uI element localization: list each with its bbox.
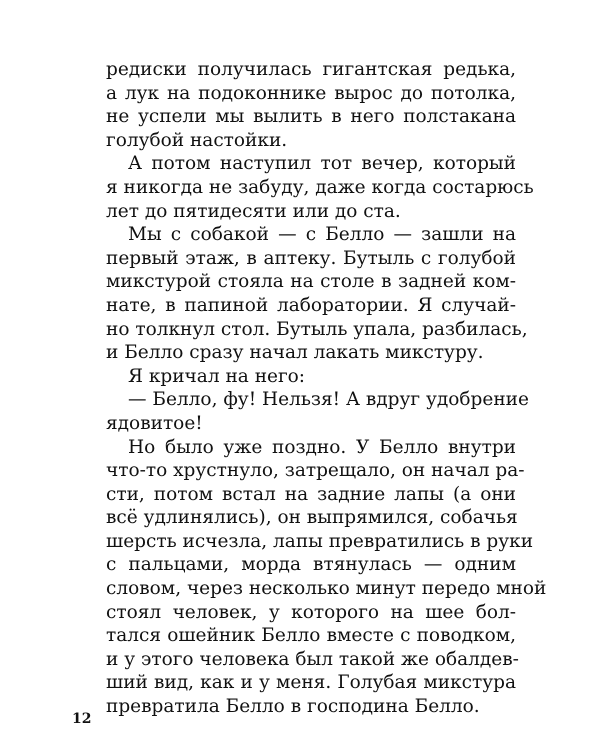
- paragraph: [106, 152, 534, 223]
- text-line: редиски получилась гигантская редька,: [106, 59, 516, 80]
- text-line: микстурой стояла на столе в задней ком-: [106, 271, 516, 293]
- text-line: шерсть исчезла, лапы превратились в руки: [106, 530, 534, 552]
- paragraph: [106, 436, 547, 719]
- paragraph: [106, 365, 516, 389]
- text-line: и у этого человека был такой же обалдев-: [106, 648, 519, 670]
- text-line: а лук на подоконнике вырос до потолка,: [106, 82, 516, 104]
- text-line: первый этаж, в аптеку. Бутыль с голубой: [106, 247, 516, 269]
- paragraph: [106, 223, 528, 365]
- text-line: — Белло, фу! Нельзя! А вдруг удобрение: [128, 389, 529, 411]
- text-line: А потом наступил тот вечер, который: [128, 153, 516, 175]
- text-line: Мы с собакой — с Белло — зашли на: [128, 224, 516, 246]
- text-line: и Белло сразу начал лакать микстуру.: [106, 342, 484, 364]
- text-line: ший вид, как и у меня. Голубая микстура: [106, 672, 516, 694]
- text-line: ядовитое!: [106, 412, 203, 434]
- paragraph: [106, 58, 516, 152]
- text-line: превратила Белло в господина Белло.: [106, 696, 480, 718]
- text-line: Но было уже поздно. У Белло внутри: [128, 436, 516, 458]
- text-line: не успели мы вылить в него полстакана: [106, 106, 516, 128]
- text-line: Я кричал на него:: [128, 365, 306, 387]
- text-line: всё удлинялись), он выпрямился, собачья: [106, 507, 518, 529]
- text-line: нате, в папиной лаборатории. Я случай-: [106, 294, 516, 316]
- text-line: лет до пятидесяти или до ста.: [106, 200, 401, 222]
- text-line: тался ошейник Белло вместе с поводком,: [106, 625, 516, 647]
- text-line: но толкнул стол. Бутыль упала, разбилась,: [106, 318, 528, 340]
- text-line: стоял человек, у которого на шее бол-: [106, 601, 516, 623]
- text-line: с пальцами, морда втянулась — одним: [106, 554, 516, 576]
- text-line: словом, через несколько минут передо мной: [106, 578, 547, 600]
- text-line: я никогда не забуду, даже когда состарюсь: [106, 176, 534, 198]
- page-number: 12: [72, 711, 92, 727]
- dialogue-paragraph: [106, 388, 529, 435]
- text-line: что-то хрустнуло, затрещало, он начал ра-: [106, 460, 525, 482]
- text-line: сти, потом встал на задние лапы (а они: [106, 483, 516, 505]
- text-column: [106, 58, 547, 719]
- text-line: голубой настойки.: [106, 129, 288, 151]
